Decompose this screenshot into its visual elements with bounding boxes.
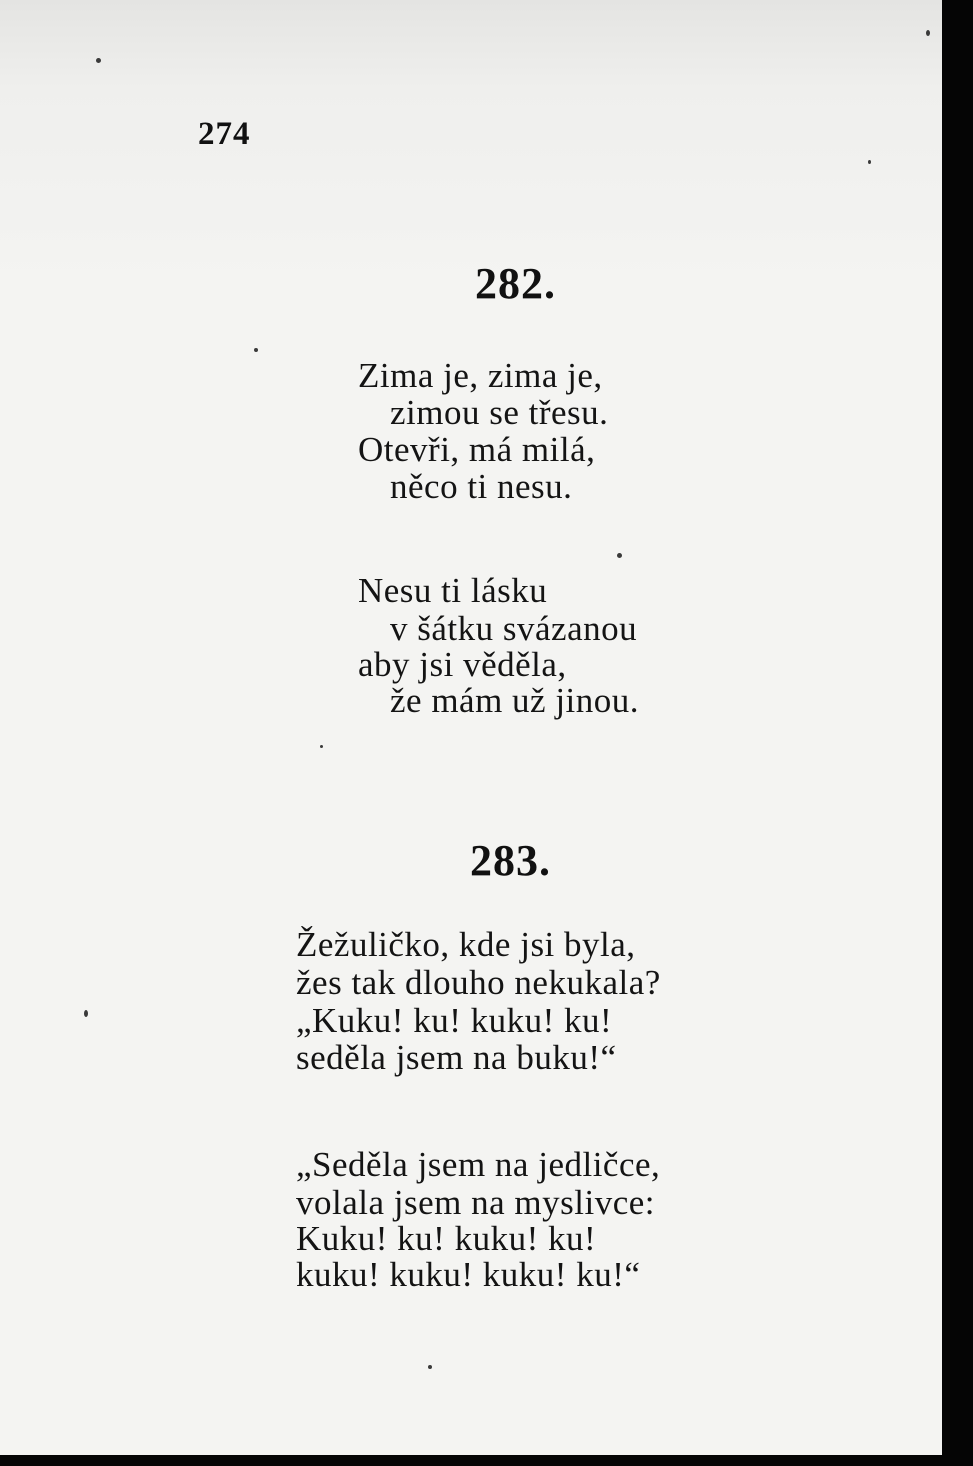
scan-speck — [96, 58, 101, 63]
scan-border-right — [942, 0, 973, 1466]
poem-282-stanza-2-line-3: aby jsi věděla, — [358, 645, 567, 684]
poem-283-stanza-1-line-3: „Kuku! ku! kuku! ku! — [296, 1001, 613, 1040]
page-number: 274 — [198, 116, 251, 152]
scan-speck — [617, 553, 622, 558]
poem-283-stanza-2-line-1: „Seděla jsem na jedličce, — [296, 1145, 661, 1184]
scan-speck — [428, 1365, 432, 1369]
scan-speck — [868, 160, 871, 164]
scan-speck — [320, 745, 323, 748]
poem-283-stanza-2-line-3: Kuku! ku! kuku! ku! — [296, 1219, 597, 1258]
poem-282-stanza-1-line-3: Otevři, má milá, — [358, 430, 596, 469]
poem-282-stanza-2-line-1: Nesu ti lásku — [358, 571, 548, 610]
poem-number-283: 283. — [470, 836, 551, 885]
scan-speck — [84, 1010, 88, 1017]
scan-border-bottom — [0, 1455, 973, 1466]
poem-282-stanza-1-line-4: něco ti nesu. — [390, 467, 573, 506]
poem-283-stanza-1-line-1: Žežuličko, kde jsi byla, — [296, 925, 636, 964]
poem-282-stanza-1-line-1: Zima je, zima je, — [358, 356, 603, 395]
poem-283-stanza-2-line-4: kuku! kuku! kuku! ku!“ — [296, 1255, 641, 1294]
poem-283-stanza-1-line-2: žes tak dlouho nekukala? — [296, 963, 661, 1002]
scan-speck — [254, 348, 258, 352]
poem-number-282: 282. — [475, 259, 556, 308]
poem-282-stanza-2-line-2: v šátku svázanou — [390, 609, 638, 648]
poem-282-stanza-2-line-4: že mám už jinou. — [390, 681, 640, 720]
poem-282-stanza-1-line-2: zimou se třesu. — [390, 393, 609, 432]
poem-283-stanza-2-line-2: volala jsem na myslivce: — [296, 1183, 655, 1222]
poem-283-stanza-1-line-4: seděla jsem na buku!“ — [296, 1038, 617, 1077]
scan-speck — [926, 30, 930, 36]
